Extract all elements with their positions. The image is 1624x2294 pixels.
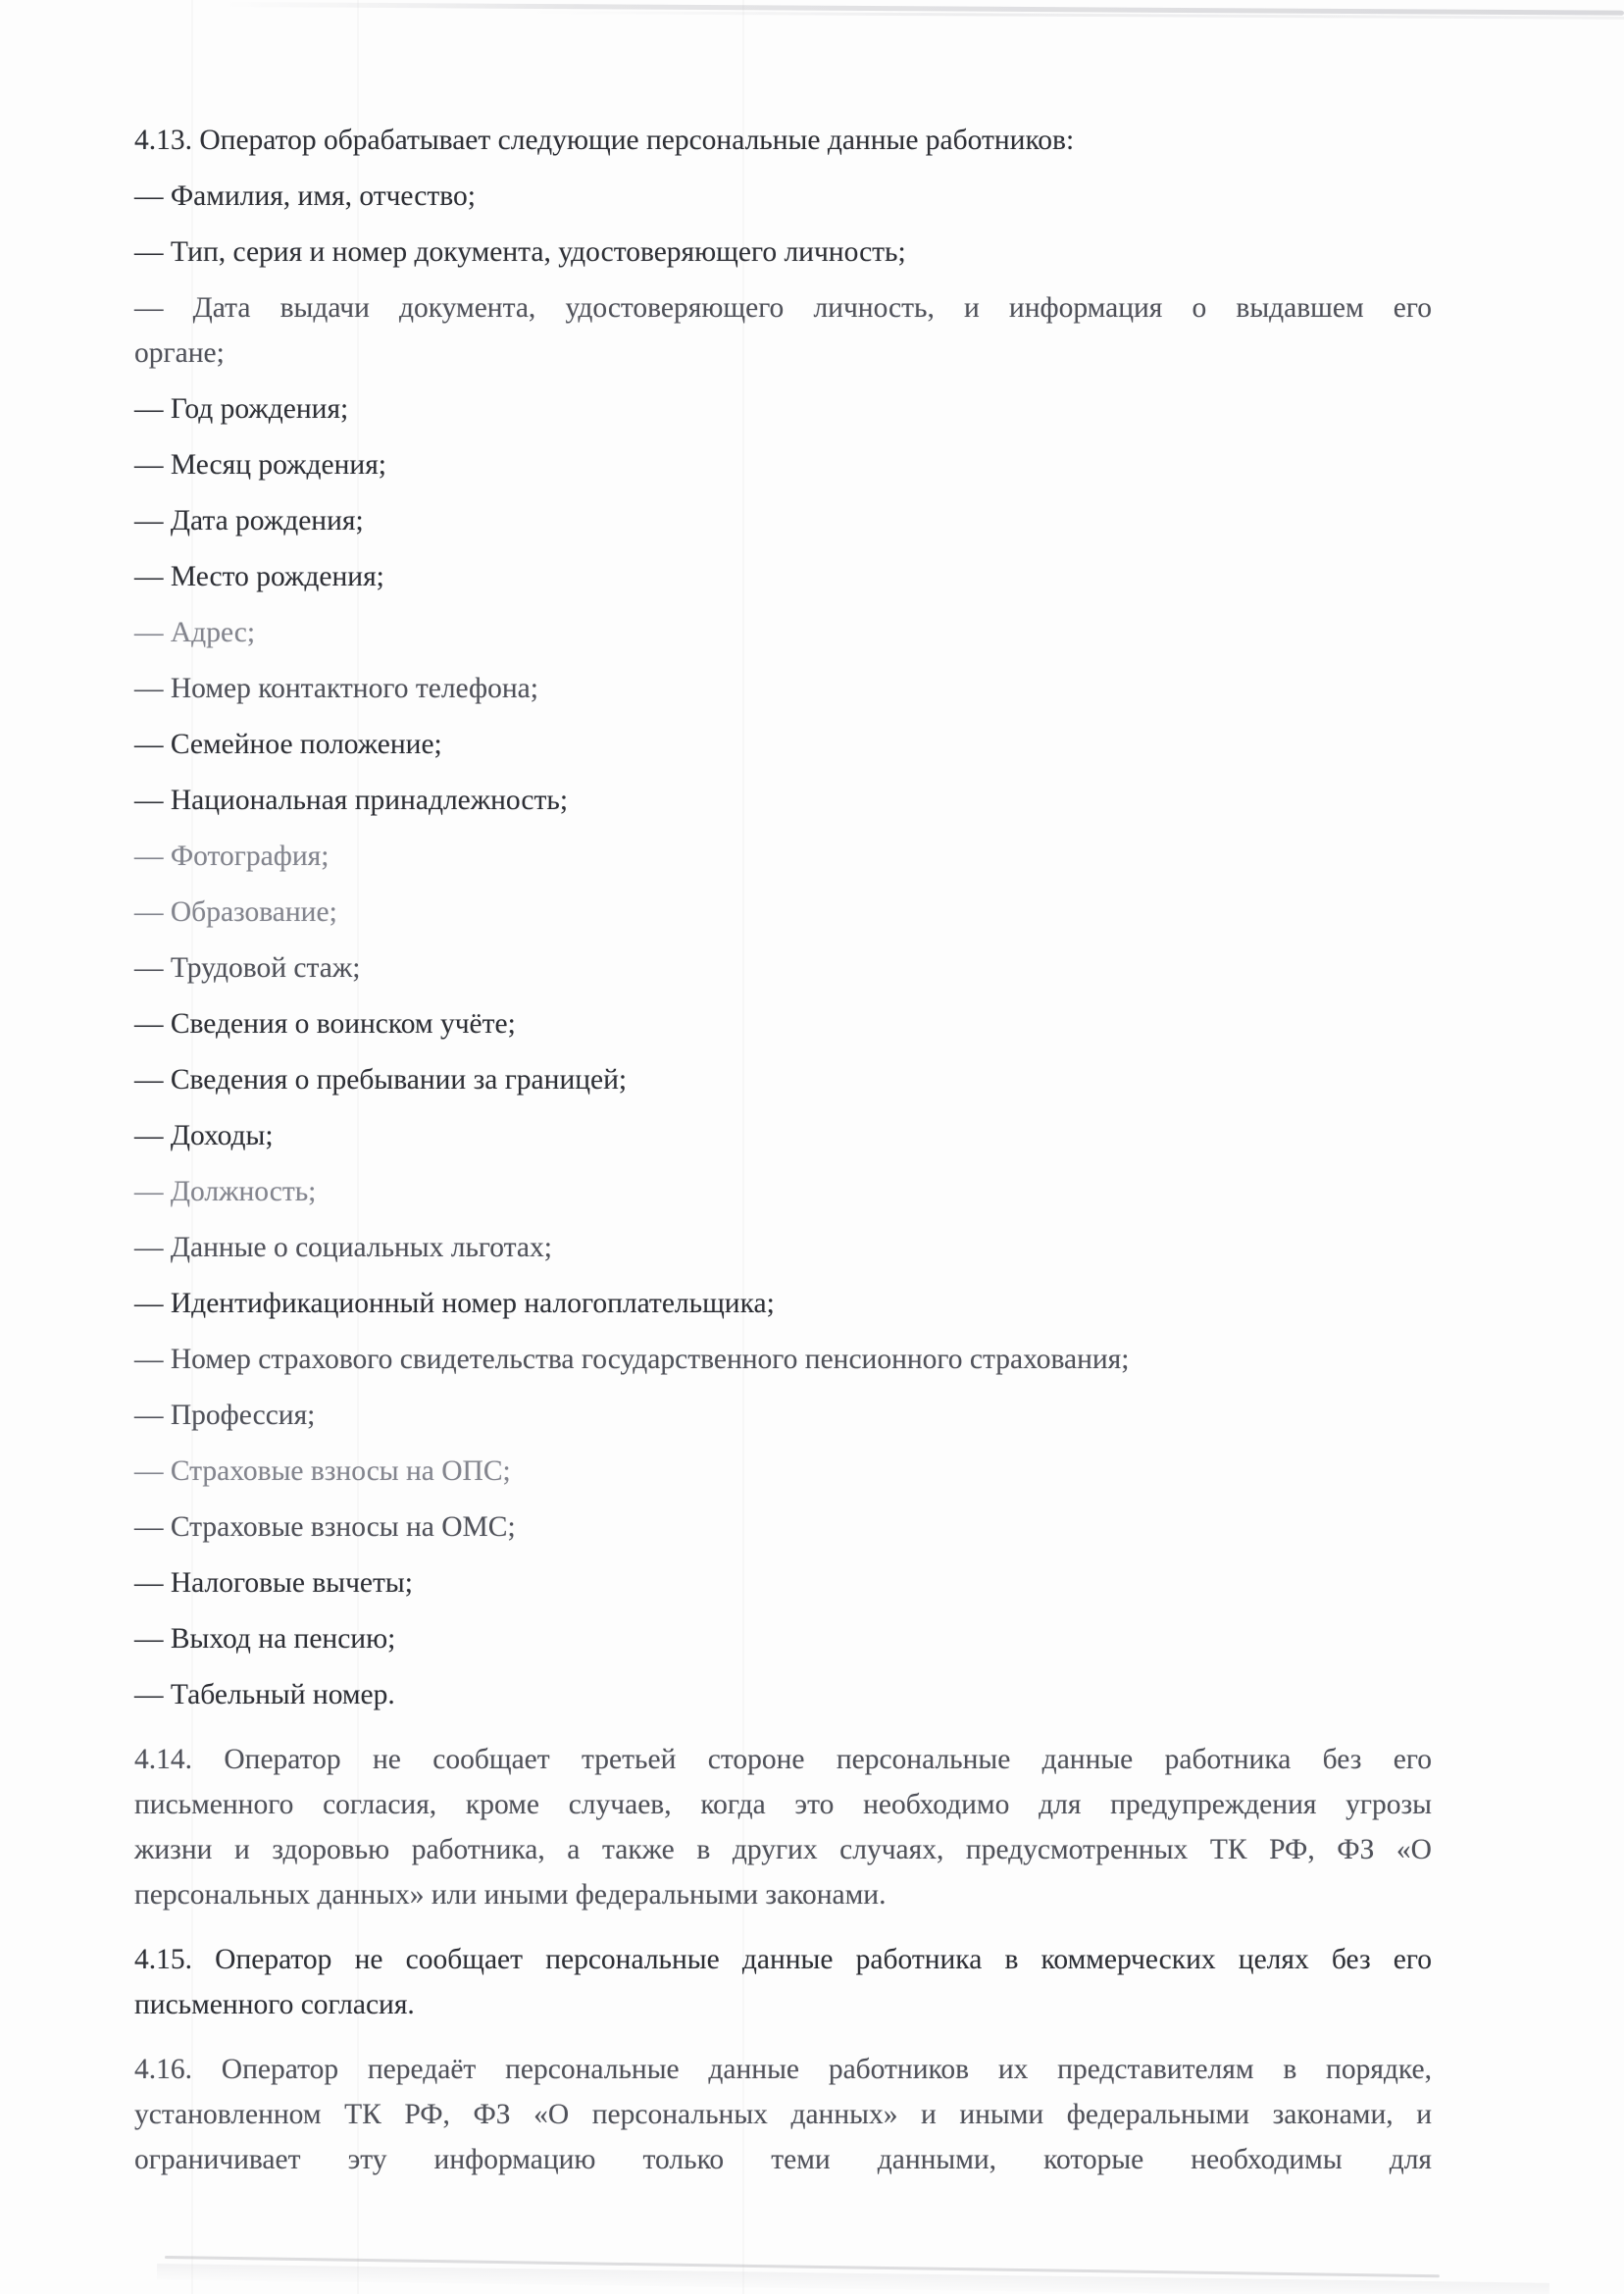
text-line: — Фотография;	[134, 841, 330, 872]
list-item	[134, 1057, 1432, 1102]
text-line: — Тип, серия и номер документа, удостоверяющего личность;	[134, 236, 906, 268]
text-line: установленном ТК РФ, ФЗ «О персональных данных» и иными федеральными законами, и	[134, 2099, 1432, 2130]
list-item	[134, 285, 1432, 376]
list-item	[134, 1001, 1432, 1046]
text-line: — Налоговые вычеты;	[134, 1567, 413, 1599]
text-line: — Сведения о воинском учёте;	[134, 1008, 516, 1040]
list-item	[134, 1393, 1432, 1438]
list-item	[134, 778, 1432, 823]
list-item	[134, 945, 1432, 991]
text-line: ограничивает эту информацию только теми данными, которые необходимы для	[134, 2144, 1432, 2175]
list-item	[134, 610, 1432, 655]
list-item	[134, 1225, 1432, 1270]
text-line: — Год рождения;	[134, 393, 349, 425]
text-line: — Данные о социальных льготах;	[134, 1232, 552, 1263]
text-line: письменного согласия.	[134, 1989, 415, 2020]
list-item	[134, 1169, 1432, 1214]
text-line: — Номер страхового свидетельства государственного пенсионного страхования;	[134, 1344, 1130, 1375]
list-item	[134, 1449, 1432, 1494]
text-line: — Страховые взносы на ОПС;	[134, 1455, 511, 1487]
list-item	[134, 498, 1432, 543]
list-item	[134, 554, 1432, 599]
list-item	[134, 890, 1432, 935]
paragraph-4-14	[134, 1737, 1432, 1917]
list-item	[134, 174, 1432, 219]
text-line: органе;	[134, 337, 225, 369]
list-item	[134, 1616, 1432, 1661]
list-item	[134, 229, 1432, 275]
text-line: жизни и здоровью работника, а также в других случаях, предусмотренных ТК РФ, ФЗ «О	[134, 1834, 1432, 1865]
document-content	[134, 118, 1432, 2193]
text-line: — Страховые взносы на ОМС;	[134, 1511, 516, 1543]
text-line: — Дата рождения;	[134, 505, 364, 536]
text-line: — Дата выдачи документа, удостоверяющего личность, и информация о выдавшем его	[134, 292, 1432, 324]
section-4-13-heading-text: 4.13. Оператор обрабатывает следующие персональные данные работников:	[134, 125, 1075, 156]
list-item	[134, 834, 1432, 879]
text-line: — Месяц рождения;	[134, 449, 386, 481]
personal-data-list	[134, 174, 1432, 1717]
text-line: — Идентификационный номер налогоплательщика;	[134, 1288, 775, 1319]
list-item	[134, 1113, 1432, 1158]
text-line: — Образование;	[134, 896, 337, 928]
section-4-13-heading	[134, 118, 1432, 163]
paragraphs-section	[134, 1737, 1432, 2182]
text-line: — Семейное положение;	[134, 729, 442, 760]
text-line: 4.14. Оператор не сообщает третьей стороне персональные данные работника без его	[134, 1744, 1432, 1775]
text-line: 4.15. Оператор не сообщает персональные данные работника в коммерческих целях без его	[134, 1944, 1432, 1975]
text-line: — Сведения о пребывании за границей;	[134, 1064, 628, 1096]
text-line: — Доходы;	[134, 1120, 274, 1151]
text-line: — Должность;	[134, 1176, 317, 1207]
list-item	[134, 1560, 1432, 1606]
text-line: 4.16. Оператор передаёт персональные данные работников их представителям в порядке,	[134, 2054, 1432, 2085]
list-item	[134, 386, 1432, 432]
text-line: — Национальная принадлежность;	[134, 785, 569, 816]
text-line: — Трудовой стаж;	[134, 952, 361, 984]
list-item	[134, 1337, 1432, 1382]
text-line: — Адрес;	[134, 617, 256, 648]
list-item	[134, 442, 1432, 487]
text-line: — Выход на пенсию;	[134, 1623, 396, 1655]
text-line: — Место рождения;	[134, 561, 384, 592]
list-item	[134, 722, 1432, 767]
text-line: персональных данных» или иными федеральными законами.	[134, 1879, 887, 1911]
list-item	[134, 1672, 1432, 1717]
text-line: — Фамилия, имя, отчество;	[134, 180, 476, 212]
text-line: — Номер контактного телефона;	[134, 673, 538, 704]
text-line: письменного согласия, кроме случаев, когда это необходимо для предупреждения угрозы	[134, 1789, 1432, 1820]
list-item	[134, 666, 1432, 711]
paragraph-4-15	[134, 1937, 1432, 2027]
list-item	[134, 1504, 1432, 1550]
text-line: — Табельный номер.	[134, 1679, 395, 1710]
text-line: — Профессия;	[134, 1400, 316, 1431]
list-item	[134, 1281, 1432, 1326]
paragraph-4-16	[134, 2047, 1432, 2182]
